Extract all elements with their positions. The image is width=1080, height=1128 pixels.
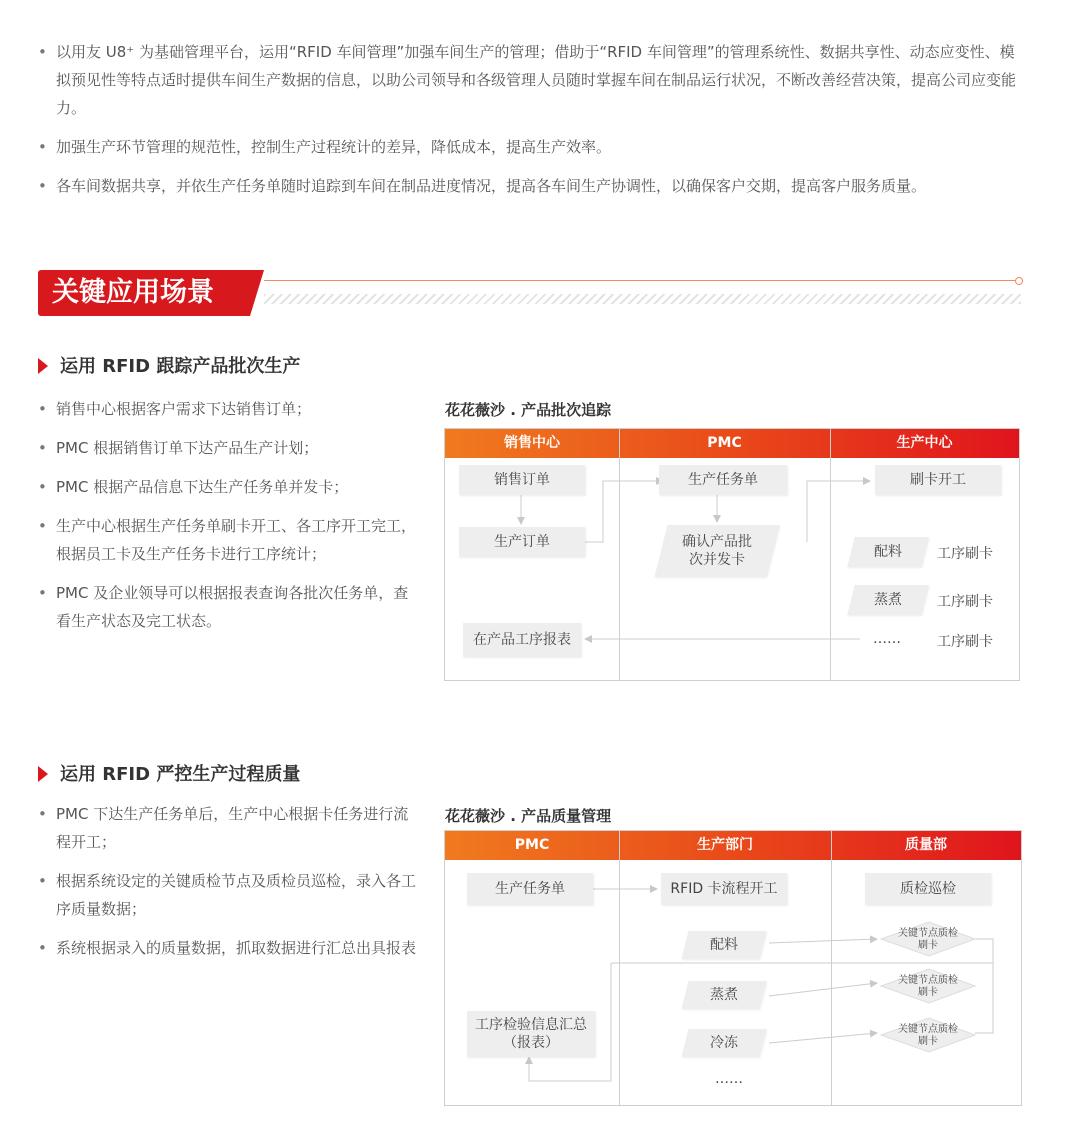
ingredients-label: 配料: [874, 544, 902, 560]
steaming-label: 蒸煮: [710, 987, 738, 1003]
freezing-label: 冷冻: [710, 1035, 738, 1051]
key-node-qc-line: 关键节点质检: [898, 1024, 958, 1035]
steaming-box: [847, 585, 928, 615]
scenario2-bullet: • 根据系统设定的关键质检节点及质检员巡检，录入各工序质量数据；: [38, 867, 423, 923]
diagram2-column-label: 质量部: [905, 837, 947, 853]
intro-bullet-list: [38, 38, 1028, 200]
qc-patrol-box: 质检巡检: [865, 873, 991, 905]
scenario1-bullet: • PMC 根据产品信息下达生产任务单并发卡；: [38, 473, 423, 501]
confirm-batch-label: 确认产品批次并发卡: [682, 534, 752, 568]
diagram2: [444, 830, 1022, 1106]
scenario2-bullet-list: [38, 800, 423, 962]
key-node-qc-label: [881, 928, 975, 952]
ellipsis-text: ……: [873, 631, 901, 647]
swipe-start-box: 刷卡开工: [875, 465, 1001, 495]
scenario2-title: 运用 RFID 严控生产过程质量: [60, 764, 301, 785]
inspection-summary-line: 工序检验信息汇总: [475, 1017, 587, 1033]
diagram1-column-label: 生产中心: [896, 435, 953, 451]
section-title: 关键应用场景: [38, 270, 250, 316]
section-banner: [38, 270, 1023, 316]
inspection-summary-line: （报表）: [503, 1035, 559, 1051]
diagram1-column-label: PMC: [707, 435, 742, 451]
scenario1-bullet: • PMC 根据销售订单下达产品生产计划；: [38, 434, 423, 462]
process-swipe-label: 工序刷卡: [937, 634, 993, 650]
confirm-batch-box: [655, 525, 780, 577]
intro-bullet: • 各车间数据共享，并依生产任务单随时追踪到车间在制品进度情况，提高各车间生产协调性，以确保客户交期，提高客户服务质量。: [38, 172, 1028, 200]
diagram1-title: 花花薇沙 . 产品批次追踪: [445, 401, 612, 419]
diagram2-column-label: 生产部门: [697, 837, 753, 853]
banner-line: [264, 280, 1016, 281]
key-node-qc-line: 关键节点质检: [898, 975, 958, 986]
scenario1-bullet: • 销售中心根据客户需求下达销售订单；: [38, 395, 423, 423]
process-swipe-label: 工序刷卡: [937, 546, 993, 562]
banner-fold: [250, 270, 264, 316]
scenario2-heading: [38, 760, 300, 786]
scenario1-heading: [38, 352, 300, 378]
rfid-start-box: RFID 卡流程开工: [661, 873, 787, 905]
scenario1-bullet: • PMC 及企业领导可以根据报表查询各批次任务单，查看生产状态及完工状态。: [38, 579, 423, 635]
sales-order-box: 销售订单: [459, 465, 585, 495]
ingredients-box: [847, 537, 928, 567]
wip-report-box: 在产品工序报表: [463, 623, 581, 657]
scenario1-title: 运用 RFID 跟踪产品批次生产: [60, 356, 301, 377]
task-order-box: 生产任务单: [467, 873, 593, 905]
intro-bullet: • 以用友 U8⁺ 为基础管理平台，运用“RFID 车间管理”加强车间生产的管理；借助于“RFID 车间管理”的管理系统性、数据共享性、动态应变性、模拟预见性等特点适时提供车间生产数据的信息，以助公司领导和各级管理人员随时掌握车间在制品运行状况，不断改善经营决策，提高公司应变能力。: [38, 38, 1028, 122]
diagram2-diamonds: [445, 831, 1021, 1105]
banner-dot: [1015, 277, 1023, 285]
task-order-box: 生产任务单: [659, 465, 787, 495]
ingredients-label: 配料: [710, 937, 738, 953]
steaming-label: 蒸煮: [874, 592, 902, 608]
diagram1-column-label: 销售中心: [504, 435, 560, 451]
production-order-box: 生产订单: [459, 527, 585, 557]
key-node-qc-label: [881, 975, 975, 999]
key-node-qc-label: [881, 1024, 975, 1048]
key-node-qc-line: 刷卡: [918, 987, 938, 998]
process-swipe-label: 工序刷卡: [937, 594, 993, 610]
scenario1-bullet: • 生产中心根据生产任务单刷卡开工、各工序开工完工，根据员工卡及生产任务卡进行工序统计；: [38, 512, 423, 568]
diagram1: [444, 428, 1020, 681]
diagram2-title: 花花薇沙 . 产品质量管理: [445, 807, 612, 825]
key-node-qc-line: 刷卡: [918, 1036, 938, 1047]
chevron-right-icon: [38, 358, 48, 374]
scenario1-bullet-list: [38, 395, 423, 635]
scenario2-bullet: • PMC 下达生产任务单后，生产中心根据卡任务进行流程开工；: [38, 800, 423, 856]
diagram2-column-label: PMC: [514, 837, 550, 853]
chevron-right-icon: [38, 766, 48, 782]
ellipsis-text: ……: [715, 1071, 743, 1087]
key-node-qc-line: 关键节点质检: [898, 928, 958, 939]
intro-bullet: • 加强生产环节管理的规范性，控制生产过程统计的差异，降低成本，提高生产效率。: [38, 133, 1028, 161]
banner-hatch: [264, 294, 1021, 304]
scenario2-bullet: • 系统根据录入的质量数据，抓取数据进行汇总出具报表: [38, 934, 423, 962]
key-node-qc-line: 刷卡: [918, 940, 938, 951]
